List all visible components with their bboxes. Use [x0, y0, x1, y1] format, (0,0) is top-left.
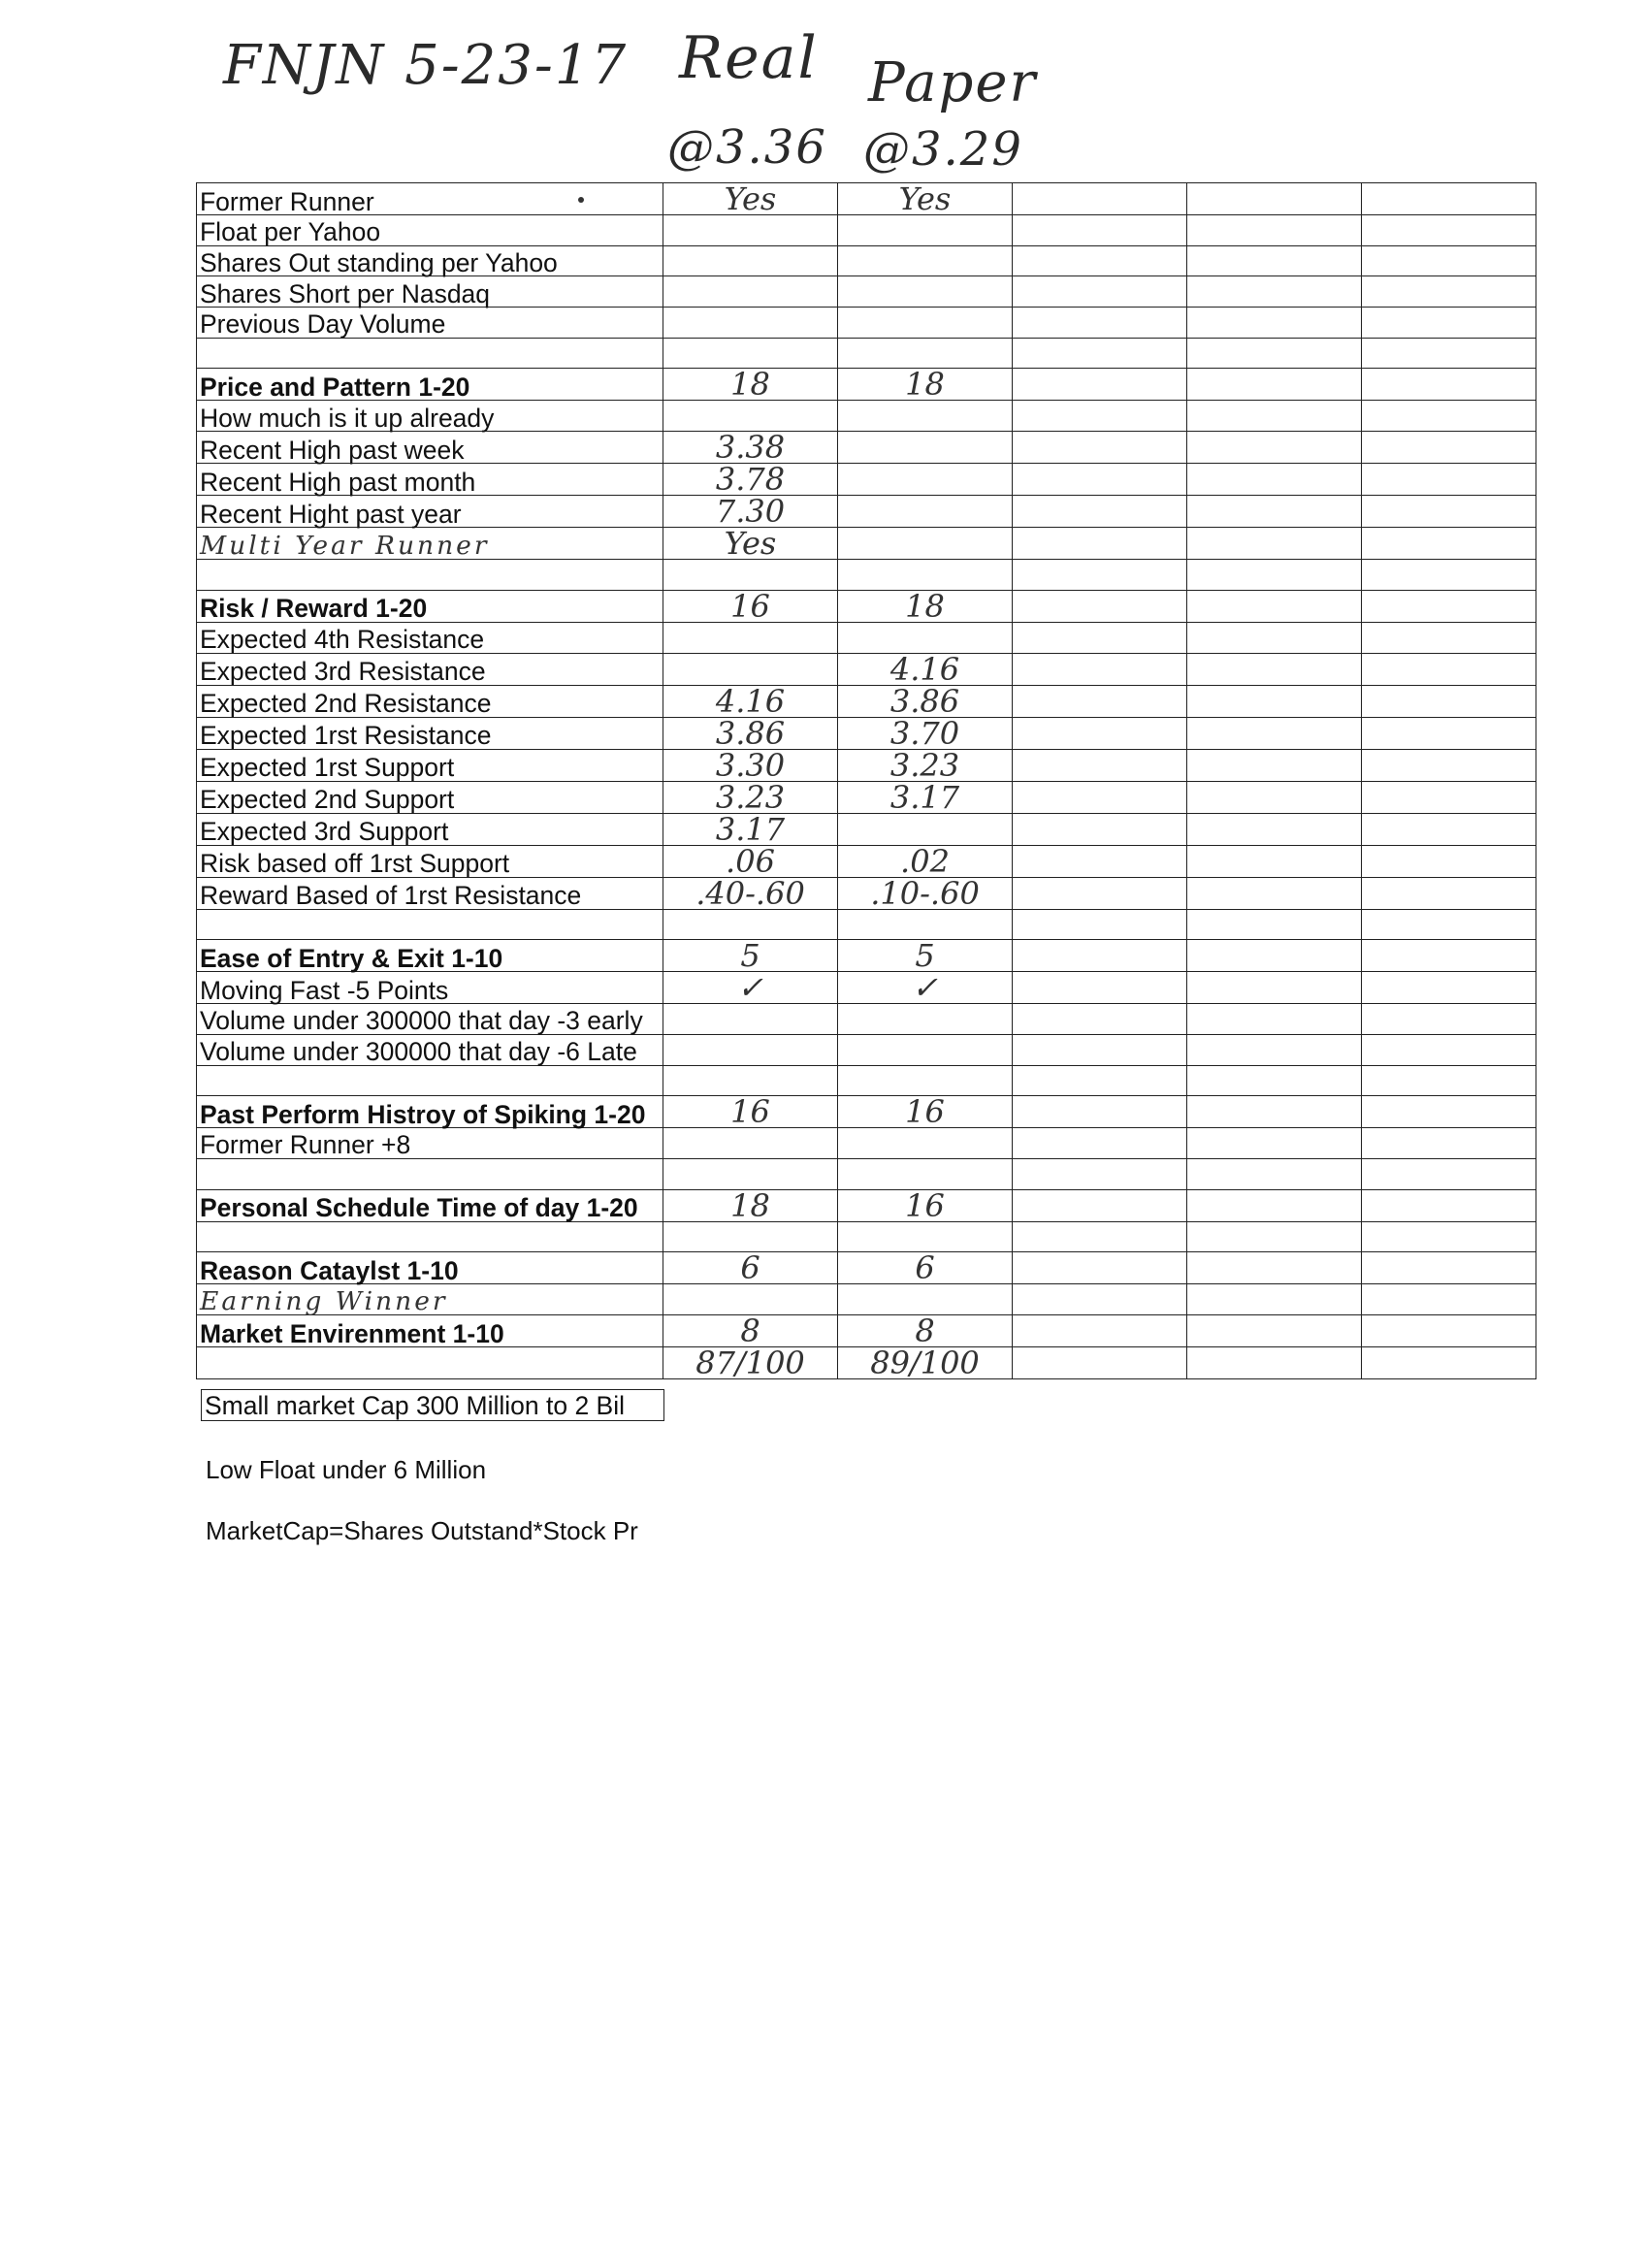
table-row — [197, 909, 1536, 940]
empty-cell — [1013, 1221, 1187, 1252]
row-label: Recent High past month — [197, 464, 663, 496]
real-value-cell: 16 — [663, 590, 838, 622]
empty-cell — [1187, 1004, 1362, 1035]
empty-cell — [1362, 245, 1536, 276]
table-row — [197, 1252, 1536, 1284]
table-row — [197, 1158, 1536, 1189]
empty-cell — [1187, 1315, 1362, 1347]
empty-cell — [1362, 590, 1536, 622]
row-label: Former Runner +8 — [197, 1128, 663, 1159]
empty-cell — [1362, 401, 1536, 432]
paper-value-cell: 89/100 — [838, 1347, 1013, 1379]
empty-cell — [1187, 1252, 1362, 1284]
low-float-note: Low Float under 6 Million — [206, 1455, 487, 1484]
table-row — [197, 1034, 1536, 1065]
empty-cell — [1013, 183, 1187, 215]
empty-cell — [1013, 1189, 1187, 1221]
paper-value-cell — [838, 1128, 1013, 1159]
paper-value-cell — [838, 622, 1013, 653]
empty-cell — [1013, 940, 1187, 972]
empty-cell — [1013, 1284, 1187, 1315]
row-label — [197, 1221, 663, 1252]
empty-cell — [1187, 1347, 1362, 1379]
empty-cell — [1362, 432, 1536, 464]
empty-cell — [1013, 1347, 1187, 1379]
empty-cell — [1187, 1034, 1362, 1065]
empty-cell — [1187, 749, 1362, 781]
real-value-cell: 3.86 — [663, 717, 838, 749]
paper-value-cell — [838, 1034, 1013, 1065]
empty-cell — [1187, 1189, 1362, 1221]
empty-cell — [1362, 845, 1536, 877]
real-value-cell: ✓ — [663, 972, 838, 1004]
row-label — [197, 1065, 663, 1096]
paper-value-cell: 8 — [838, 1315, 1013, 1347]
table-row — [197, 1004, 1536, 1035]
row-label: Expected 1rst Resistance — [197, 717, 663, 749]
empty-cell — [1013, 496, 1187, 528]
real-value-cell — [663, 909, 838, 940]
paper-value-cell: 3.17 — [838, 781, 1013, 813]
paper-value-cell: 5 — [838, 940, 1013, 972]
row-label: Recent Hight past year — [197, 496, 663, 528]
paper-value-cell — [838, 1158, 1013, 1189]
empty-cell — [1013, 464, 1187, 496]
empty-cell — [1013, 215, 1187, 246]
table-row — [197, 590, 1536, 622]
row-label: Expected 2nd Support — [197, 781, 663, 813]
row-label: Float per Yahoo — [197, 215, 663, 246]
empty-cell — [1362, 749, 1536, 781]
row-label: Expected 3rd Support — [197, 813, 663, 845]
paper-value-cell: .10-.60 — [838, 877, 1013, 909]
table-row — [197, 972, 1536, 1004]
table-row — [197, 749, 1536, 781]
table-row — [197, 685, 1536, 717]
empty-cell — [1187, 1096, 1362, 1128]
paper-value-cell: .02 — [838, 845, 1013, 877]
empty-cell — [1013, 560, 1187, 591]
table-row — [197, 245, 1536, 276]
paper-value-cell: 6 — [838, 1252, 1013, 1284]
empty-cell — [1362, 940, 1536, 972]
table-row — [197, 813, 1536, 845]
paper-value-cell — [838, 464, 1013, 496]
row-label: Past Perform Histroy of Spiking 1-20 — [197, 1096, 663, 1128]
row-label: Risk based off 1rst Support — [197, 845, 663, 877]
empty-cell — [1362, 276, 1536, 308]
empty-cell — [1187, 813, 1362, 845]
paper-value-cell — [838, 1065, 1013, 1096]
real-value-cell — [663, 245, 838, 276]
row-label: Previous Day Volume — [197, 308, 663, 339]
empty-cell — [1013, 1096, 1187, 1128]
row-label — [197, 1158, 663, 1189]
empty-cell — [1187, 183, 1362, 215]
real-value-cell — [663, 1158, 838, 1189]
empty-cell — [1187, 590, 1362, 622]
row-label: Market Envirenment 1-10 — [197, 1315, 663, 1347]
empty-cell — [1362, 1004, 1536, 1035]
empty-cell — [1362, 972, 1536, 1004]
empty-cell — [1362, 813, 1536, 845]
empty-cell — [1362, 1189, 1536, 1221]
paper-value-cell — [838, 1004, 1013, 1035]
empty-cell — [1187, 1065, 1362, 1096]
table-row — [197, 308, 1536, 339]
market-cap-formula: MarketCap=Shares Outstand*Stock Pr — [206, 1516, 638, 1545]
empty-cell — [1187, 1221, 1362, 1252]
empty-cell — [1013, 1315, 1187, 1347]
table-row — [197, 1189, 1536, 1221]
row-label: Volume under 300000 that day -6 Late — [197, 1034, 663, 1065]
real-value-cell: 3.38 — [663, 432, 838, 464]
empty-cell — [1187, 909, 1362, 940]
table-row — [197, 1347, 1536, 1379]
empty-cell — [1187, 560, 1362, 591]
empty-cell — [1013, 909, 1187, 940]
row-label: Ease of Entry & Exit 1-10 — [197, 940, 663, 972]
real-value-cell — [663, 1128, 838, 1159]
empty-cell — [1362, 464, 1536, 496]
real-value-cell — [663, 622, 838, 653]
empty-cell — [1187, 685, 1362, 717]
empty-cell — [1013, 590, 1187, 622]
row-label — [197, 338, 663, 369]
table-row — [197, 1284, 1536, 1315]
paper-value-cell — [838, 813, 1013, 845]
empty-cell — [1013, 1252, 1187, 1284]
table-row — [197, 528, 1536, 560]
row-label: Shares Out standing per Yahoo — [197, 245, 663, 276]
empty-cell — [1013, 308, 1187, 339]
empty-cell — [1013, 1128, 1187, 1159]
table-row — [197, 401, 1536, 432]
empty-cell — [1362, 308, 1536, 339]
empty-cell — [1013, 717, 1187, 749]
paper-value-cell — [838, 308, 1013, 339]
paper-value-cell — [838, 432, 1013, 464]
row-label — [197, 1347, 663, 1379]
table-row — [197, 432, 1536, 464]
real-value-cell — [663, 1065, 838, 1096]
handwritten-row-label: Multi Year Runner — [197, 528, 663, 560]
row-label — [197, 560, 663, 591]
paper-entry-price: @3.29 — [863, 122, 1023, 177]
empty-cell — [1187, 308, 1362, 339]
real-value-cell: 3.30 — [663, 749, 838, 781]
small-market-cap-note: Small market Cap 300 Million to 2 Bil — [201, 1389, 664, 1421]
table-row — [197, 464, 1536, 496]
row-label: Expected 4th Resistance — [197, 622, 663, 653]
real-value-cell — [663, 401, 838, 432]
empty-cell — [1013, 245, 1187, 276]
real-value-cell: 8 — [663, 1315, 838, 1347]
row-label: Recent High past week — [197, 432, 663, 464]
empty-cell — [1013, 622, 1187, 653]
real-value-cell: 18 — [663, 369, 838, 401]
real-value-cell — [663, 1004, 838, 1035]
empty-cell — [1187, 781, 1362, 813]
paper-value-cell — [838, 1284, 1013, 1315]
table-row — [197, 622, 1536, 653]
paper-value-cell — [838, 528, 1013, 560]
empty-cell — [1013, 653, 1187, 685]
table-row — [197, 717, 1536, 749]
real-value-cell: 87/100 — [663, 1347, 838, 1379]
table-row — [197, 1315, 1536, 1347]
empty-cell — [1362, 528, 1536, 560]
empty-cell — [1013, 845, 1187, 877]
real-value-cell — [663, 215, 838, 246]
real-value-cell — [663, 653, 838, 685]
real-value-cell — [663, 308, 838, 339]
empty-cell — [1187, 338, 1362, 369]
real-value-cell: Yes — [663, 183, 838, 215]
empty-cell — [1187, 940, 1362, 972]
real-value-cell — [663, 1221, 838, 1252]
real-value-cell: 3.17 — [663, 813, 838, 845]
real-value-cell: 16 — [663, 1096, 838, 1128]
table-row — [197, 338, 1536, 369]
table-row — [197, 1221, 1536, 1252]
empty-cell — [1187, 1158, 1362, 1189]
real-value-cell: 5 — [663, 940, 838, 972]
real-value-cell: 4.16 — [663, 685, 838, 717]
real-value-cell: .06 — [663, 845, 838, 877]
empty-cell — [1362, 1034, 1536, 1065]
empty-cell — [1362, 909, 1536, 940]
paper-value-cell — [838, 1221, 1013, 1252]
empty-cell — [1013, 276, 1187, 308]
empty-cell — [1187, 653, 1362, 685]
paper-value-cell — [838, 909, 1013, 940]
row-label: Volume under 300000 that day -3 early — [197, 1004, 663, 1035]
paper-value-cell: 4.16 — [838, 653, 1013, 685]
table-row — [197, 183, 1536, 215]
paper-value-cell — [838, 560, 1013, 591]
paper-value-cell: 3.23 — [838, 749, 1013, 781]
empty-cell — [1013, 877, 1187, 909]
empty-cell — [1362, 215, 1536, 246]
paper-value-cell — [838, 338, 1013, 369]
empty-cell — [1013, 685, 1187, 717]
empty-cell — [1362, 183, 1536, 215]
empty-cell — [1187, 877, 1362, 909]
empty-cell — [1362, 1158, 1536, 1189]
empty-cell — [1362, 1065, 1536, 1096]
empty-cell — [1187, 215, 1362, 246]
table-row — [197, 1128, 1536, 1159]
empty-cell — [1013, 781, 1187, 813]
real-value-cell — [663, 560, 838, 591]
empty-cell — [1187, 276, 1362, 308]
empty-cell — [1187, 622, 1362, 653]
empty-cell — [1013, 972, 1187, 1004]
real-value-cell: 6 — [663, 1252, 838, 1284]
real-value-cell: 7.30 — [663, 496, 838, 528]
empty-cell — [1362, 1128, 1536, 1159]
empty-cell — [1362, 1221, 1536, 1252]
row-label: Shares Short per Nasdaq — [197, 276, 663, 308]
real-column-heading: Real — [679, 24, 819, 92]
table-row — [197, 845, 1536, 877]
empty-cell — [1187, 245, 1362, 276]
real-value-cell — [663, 1034, 838, 1065]
empty-cell — [1013, 401, 1187, 432]
empty-cell — [1362, 653, 1536, 685]
empty-cell — [1362, 560, 1536, 591]
table-row — [197, 877, 1536, 909]
row-label: Moving Fast -5 Points — [197, 972, 663, 1004]
paper-value-cell: 3.86 — [838, 685, 1013, 717]
empty-cell — [1013, 369, 1187, 401]
table-row — [197, 560, 1536, 591]
table-row — [197, 653, 1536, 685]
table-row — [197, 215, 1536, 246]
empty-cell — [1362, 622, 1536, 653]
empty-cell — [1013, 1034, 1187, 1065]
table-row — [197, 276, 1536, 308]
empty-cell — [1013, 1004, 1187, 1035]
empty-cell — [1187, 717, 1362, 749]
real-entry-price: @3.36 — [667, 120, 827, 175]
table-row — [197, 369, 1536, 401]
row-label: Personal Schedule Time of day 1-20 — [197, 1189, 663, 1221]
row-label: Expected 2nd Resistance — [197, 685, 663, 717]
empty-cell — [1187, 1128, 1362, 1159]
row-label — [197, 909, 663, 940]
paper-value-cell — [838, 496, 1013, 528]
row-label: Reward Based of 1rst Resistance — [197, 877, 663, 909]
empty-cell — [1187, 432, 1362, 464]
real-value-cell: .40-.60 — [663, 877, 838, 909]
empty-cell — [1362, 685, 1536, 717]
row-label: Former Runner — [197, 183, 663, 215]
empty-cell — [1187, 845, 1362, 877]
empty-cell — [1187, 369, 1362, 401]
empty-cell — [1362, 781, 1536, 813]
paper-column-heading: Paper — [868, 51, 1038, 114]
paper-value-cell: 16 — [838, 1189, 1013, 1221]
paper-value-cell: 3.70 — [838, 717, 1013, 749]
table-row — [197, 1096, 1536, 1128]
table-row — [197, 1065, 1536, 1096]
empty-cell — [1362, 1347, 1536, 1379]
empty-cell — [1187, 528, 1362, 560]
empty-cell — [1187, 972, 1362, 1004]
empty-cell — [1362, 338, 1536, 369]
paper-value-cell: 16 — [838, 1096, 1013, 1128]
paper-value-cell — [838, 215, 1013, 246]
paper-value-cell: ✓ — [838, 972, 1013, 1004]
empty-cell — [1013, 528, 1187, 560]
stock-scoring-sheet — [196, 182, 1536, 1379]
paper-value-cell: 18 — [838, 590, 1013, 622]
empty-cell — [1362, 1284, 1536, 1315]
empty-cell — [1187, 496, 1362, 528]
empty-cell — [1187, 1284, 1362, 1315]
row-label: Reason Cataylst 1-10 — [197, 1252, 663, 1284]
empty-cell — [1362, 1096, 1536, 1128]
empty-cell — [1013, 749, 1187, 781]
table-row — [197, 940, 1536, 972]
empty-cell — [1362, 1252, 1536, 1284]
empty-cell — [1013, 813, 1187, 845]
empty-cell — [1187, 464, 1362, 496]
ticker-date-heading: FNJN 5-23-17 — [223, 34, 629, 97]
row-label: Expected 3rd Resistance — [197, 653, 663, 685]
paper-value-cell: 18 — [838, 369, 1013, 401]
real-value-cell: 18 — [663, 1189, 838, 1221]
empty-cell — [1362, 1315, 1536, 1347]
table-row — [197, 496, 1536, 528]
empty-cell — [1013, 1065, 1187, 1096]
real-value-cell — [663, 338, 838, 369]
empty-cell — [1362, 369, 1536, 401]
paper-value-cell — [838, 245, 1013, 276]
real-value-cell: 3.78 — [663, 464, 838, 496]
row-label: Expected 1rst Support — [197, 749, 663, 781]
empty-cell — [1362, 877, 1536, 909]
paper-value-cell — [838, 401, 1013, 432]
paper-value-cell: Yes — [838, 183, 1013, 215]
empty-cell — [1187, 401, 1362, 432]
table-row — [197, 781, 1536, 813]
empty-cell — [1013, 338, 1187, 369]
handwritten-row-label: Earning Winner — [197, 1284, 663, 1315]
empty-cell — [1362, 496, 1536, 528]
empty-cell — [1362, 717, 1536, 749]
paper-value-cell — [838, 276, 1013, 308]
row-label: Price and Pattern 1-20 — [197, 369, 663, 401]
real-value-cell — [663, 276, 838, 308]
empty-cell — [1013, 432, 1187, 464]
real-value-cell: 3.23 — [663, 781, 838, 813]
row-label: Risk / Reward 1-20 — [197, 590, 663, 622]
real-value-cell: Yes — [663, 528, 838, 560]
real-value-cell — [663, 1284, 838, 1315]
empty-cell — [1013, 1158, 1187, 1189]
row-label: How much is it up already — [197, 401, 663, 432]
